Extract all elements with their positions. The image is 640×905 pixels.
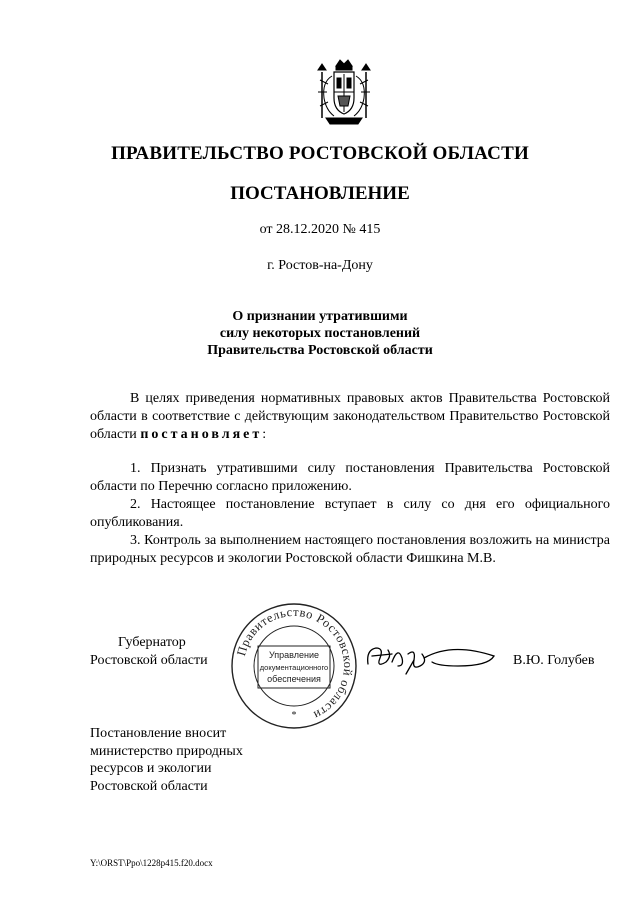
document-city: г. Ростов-на-Дону — [267, 258, 373, 273]
document-date-number: от 28.12.2020 № 415 — [259, 222, 381, 237]
stamp-outer-text: Правительство Ростовской области — [234, 604, 356, 723]
submitted-by-block — [90, 725, 243, 795]
handwritten-signature — [362, 636, 502, 678]
subject-line: силу некоторых постановлений — [219, 326, 421, 341]
signer-role: Губернатор — [118, 635, 186, 650]
document-type: ПОСТАНОВЛЕНИЕ — [230, 183, 410, 204]
preamble-end: : — [262, 427, 267, 442]
official-stamp — [228, 600, 360, 732]
svg-text:*: * — [291, 710, 297, 721]
clause-3: 3. Контроль за выполнением настоящего постановления возложить на министра природных ресурсов и экологии Ростовской области Фишкина М.В. — [90, 533, 610, 566]
preamble-paragraph — [90, 390, 610, 444]
subject-line: Правительства Ростовской области — [207, 343, 433, 358]
file-path-footer: Y:\ORST\Ppo\1228p415.f20.docx — [90, 858, 213, 868]
signer-region: Ростовской области — [90, 653, 208, 668]
document-subject — [0, 308, 640, 359]
subject-line: О признании утратившими — [232, 309, 408, 324]
submitted-by-line: Ростовской области — [90, 778, 208, 794]
clause-2: 2. Настоящее постановление вступает в силу со дня его официального опубликования. — [90, 497, 610, 530]
stamp-inner-line: обеспечения — [267, 674, 321, 684]
clause-1: 1. Признать утратившими силу постановления Правительства Ростовской области по Перечню согласно приложению. — [90, 461, 610, 494]
submitted-by-line: ресурсов и экологии — [90, 761, 212, 776]
decree-word: постановляет — [140, 427, 263, 442]
submitted-by-line: министерство природных — [90, 743, 243, 759]
government-title: ПРАВИТЕЛЬСТВО РОСТОВСКОЙ ОБЛАСТИ — [111, 143, 529, 164]
submitted-by-line: Постановление вносит — [90, 726, 227, 741]
preamble-text: В целях приведения нормативных правовых актов Правительства Ростовской области в соответствие с действующим законодательством Правительство Ростовской области — [90, 391, 610, 442]
stamp-inner-line: документационного — [259, 663, 329, 672]
signer-name: В.Ю. Голубев — [513, 653, 595, 668]
stamp-inner-line: Управление — [268, 650, 320, 660]
coat-of-arms-icon — [312, 58, 376, 128]
